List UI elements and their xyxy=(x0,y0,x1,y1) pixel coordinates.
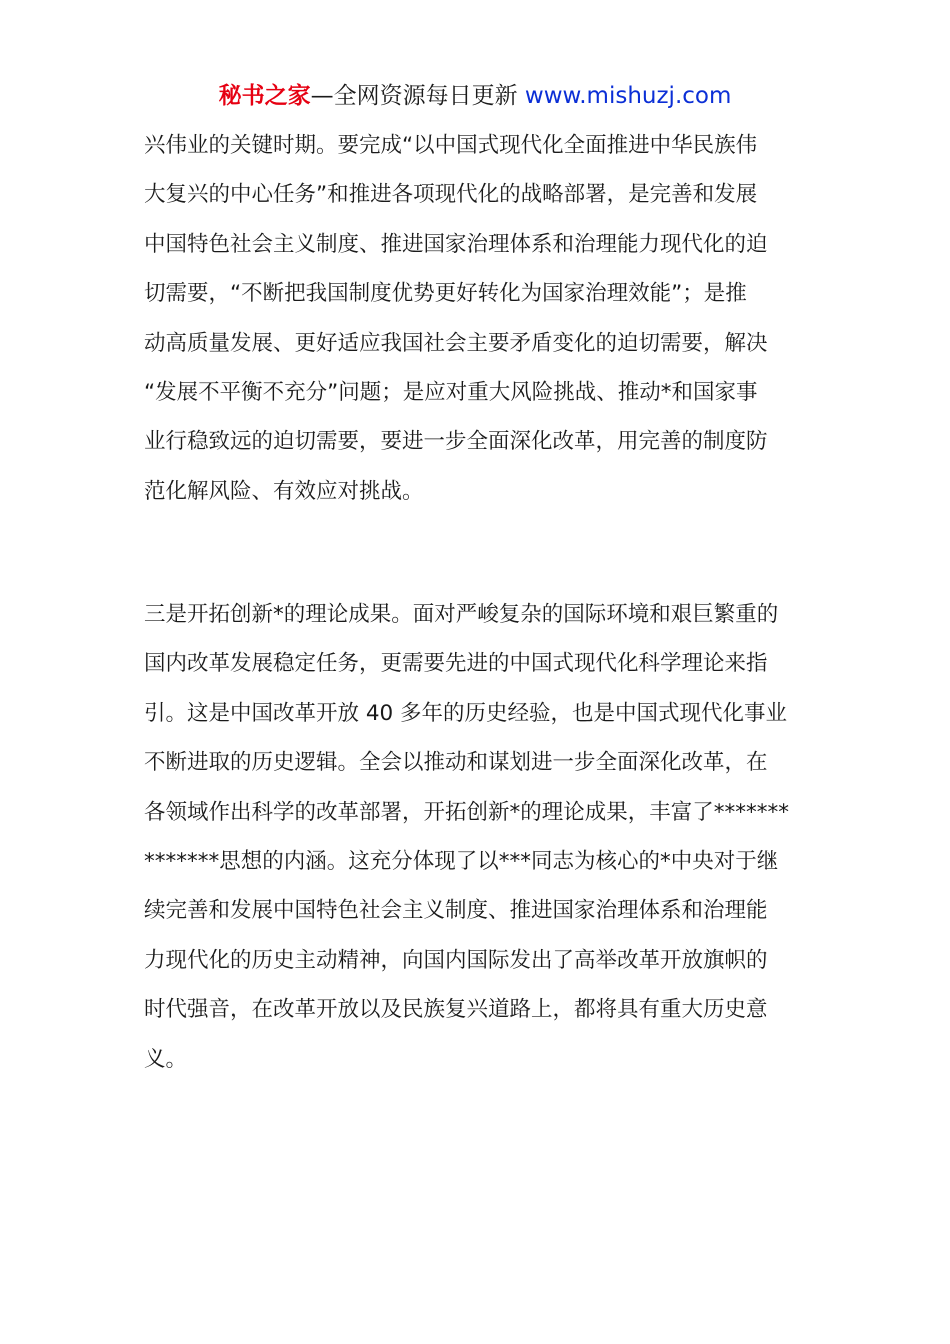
text-line: 范化解风险、有效应对挑战。 xyxy=(144,478,424,504)
page-header xyxy=(0,80,950,112)
text-line: 中国特色社会主义制度、推进国家治理体系和治理能力现代化的迫 xyxy=(144,231,768,257)
text-line: 大复兴的中心任务”和推进各项现代化的战略部署，是完善和发展 xyxy=(144,182,758,208)
text-line: *******思想的内涵。这充分体现了以***同志为核心的*中央对于继 xyxy=(144,848,779,874)
website-link[interactable]: www.mishuzj.com xyxy=(524,83,732,109)
text-line: 业行稳致远的迫切需要，要进一步全面深化改革，用完善的制度防 xyxy=(144,429,768,455)
text-line: 三是开拓创新*的理论成果。面对严峻复杂的国际环境和艰巨繁重的 xyxy=(144,602,779,627)
text-line: 引。这是中国改革开放 40 多年的历史经验，也是中国式现代化事业 xyxy=(144,700,788,726)
text-line: 国内改革发展稳定任务，更需要先进的中国式现代化科学理论来指 xyxy=(144,651,768,677)
text-line: 力现代化的历史主动精神，向国内国际发出了高举改革开放旗帜的 xyxy=(144,947,768,973)
text-line: 各领域作出科学的改革部署，开拓创新*的理论成果，丰富了******* xyxy=(144,799,790,825)
text-line: 兴伟业的关键时期。要完成“以中国式现代化全面推进中华民族伟 xyxy=(144,133,758,158)
brand-name: 秘书之家 xyxy=(218,83,311,109)
header-tagline: —全网资源每日更新 xyxy=(310,83,525,109)
paragraph xyxy=(144,590,808,1084)
text-line: 义。 xyxy=(144,1046,188,1072)
paragraph xyxy=(144,121,808,516)
text-line: “发展不平衡不充分”问题；是应对重大风险挑战、推动*和国家事 xyxy=(144,379,758,405)
text-line: 不断进取的历史逻辑。全会以推动和谋划进一步全面深化改革，在 xyxy=(144,750,768,776)
text-line: 时代强音，在改革开放以及民族复兴道路上，都将具有重大历史意 xyxy=(144,997,768,1023)
text-line: 动高质量发展、更好适应我国社会主要矛盾变化的迫切需要，解决 xyxy=(144,330,768,356)
text-line: 切需要，“不断把我国制度优势更好转化为国家治理效能”；是推 xyxy=(144,281,747,307)
text-line: 续完善和发展中国特色社会主义制度、推进国家治理体系和治理能 xyxy=(144,898,768,924)
